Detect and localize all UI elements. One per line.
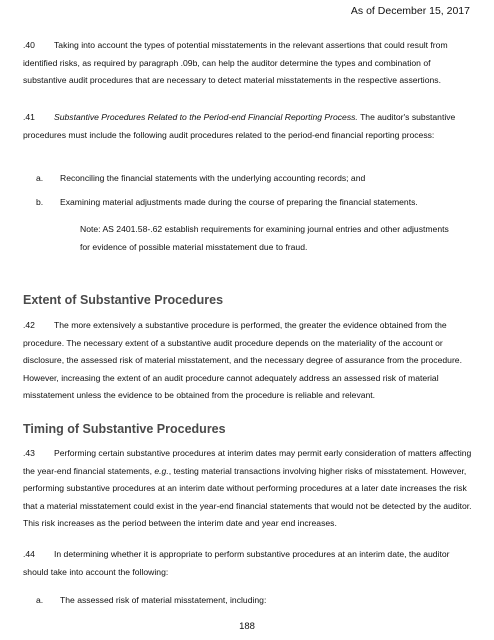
paragraph-number: .41	[23, 112, 35, 122]
paragraph-text: The more extensively a substantive procedure is performed, the greater the evidence obtained from the procedure. The necessary extent of a substantive audit procedure depends on the materiality of the account or disclosure, the assessed risk of material misstatement, and the necessary degree of assurance from the procedure. However, increasing the extent of an audit procedure cannot adequately address an assessed risk of material misstatement unless the evidence to be obtained from the procedure is reliable and relevant.	[23, 320, 462, 400]
paragraph-42	[23, 317, 473, 405]
paragraph-41	[23, 109, 473, 144]
paragraph-text: , testing material transactions involving higher risks of misstatement. However, performing substantive procedures at an interim date without performing procedures at a later date increases the risk that a material misstatement could exist in the year-end financial statements that would not be detected by the auditor. This risk increases as the period between the interim date and year end increases.	[23, 465, 472, 528]
paragraph-abbreviation: e.g.	[154, 465, 169, 476]
list-text: Reconciling the financial statements with the underlying accounting records; and	[60, 173, 366, 183]
page-number: 188	[239, 621, 255, 632]
paragraph-number: .43	[23, 448, 35, 458]
list-item	[36, 592, 466, 610]
list-marker: b.	[36, 197, 44, 207]
list-marker: a.	[36, 595, 44, 605]
paragraph-number: .44	[23, 549, 35, 559]
paragraph-43	[23, 445, 473, 533]
paragraph-text: The auditor's substantive procedures must include the following audit procedures related to the period-end financial reporting process:	[23, 112, 456, 140]
paragraph-number: .42	[23, 320, 35, 330]
list-item	[36, 170, 466, 188]
paragraph-40	[23, 37, 473, 90]
paragraph-44	[23, 546, 473, 581]
section-heading-extent: Extent of Substantive Procedures	[23, 293, 224, 307]
header-date: As of December 15, 2017	[350, 5, 470, 17]
paragraph-text: Performing certain substantive procedures at interim dates may permit early consideration of matters affecting the year-end financial statements,	[23, 448, 472, 476]
list-text: The assessed risk of material misstatement, including:	[60, 595, 267, 605]
paragraph-text: In determining whether it is appropriate to perform substantive procedures at an interim date, the auditor should take into account the following:	[23, 549, 450, 577]
list-marker: a.	[36, 173, 44, 183]
list-item	[36, 194, 466, 212]
list-text: Examining material adjustments made during the course of preparing the financial statements.	[60, 197, 418, 207]
section-heading-timing: Timing of Substantive Procedures	[23, 422, 226, 436]
note: Note: AS 2401.58-.62 establish requirements for examining journal entries and other adjustments for evidence of possible material misstatement due to fraud.	[80, 224, 449, 252]
paragraph-title: Substantive Procedures Related to the Period-end Financial Reporting Process.	[54, 112, 358, 122]
paragraph-number: .40	[23, 40, 35, 50]
paragraph-text: Taking into account the types of potential misstatements in the relevant assertions that could result from identified risks, as required by paragraph .09b, can help the auditor determine the types and combination of substantive audit procedures that are necessary to detect material misstatements in the respective assertions.	[23, 40, 448, 85]
